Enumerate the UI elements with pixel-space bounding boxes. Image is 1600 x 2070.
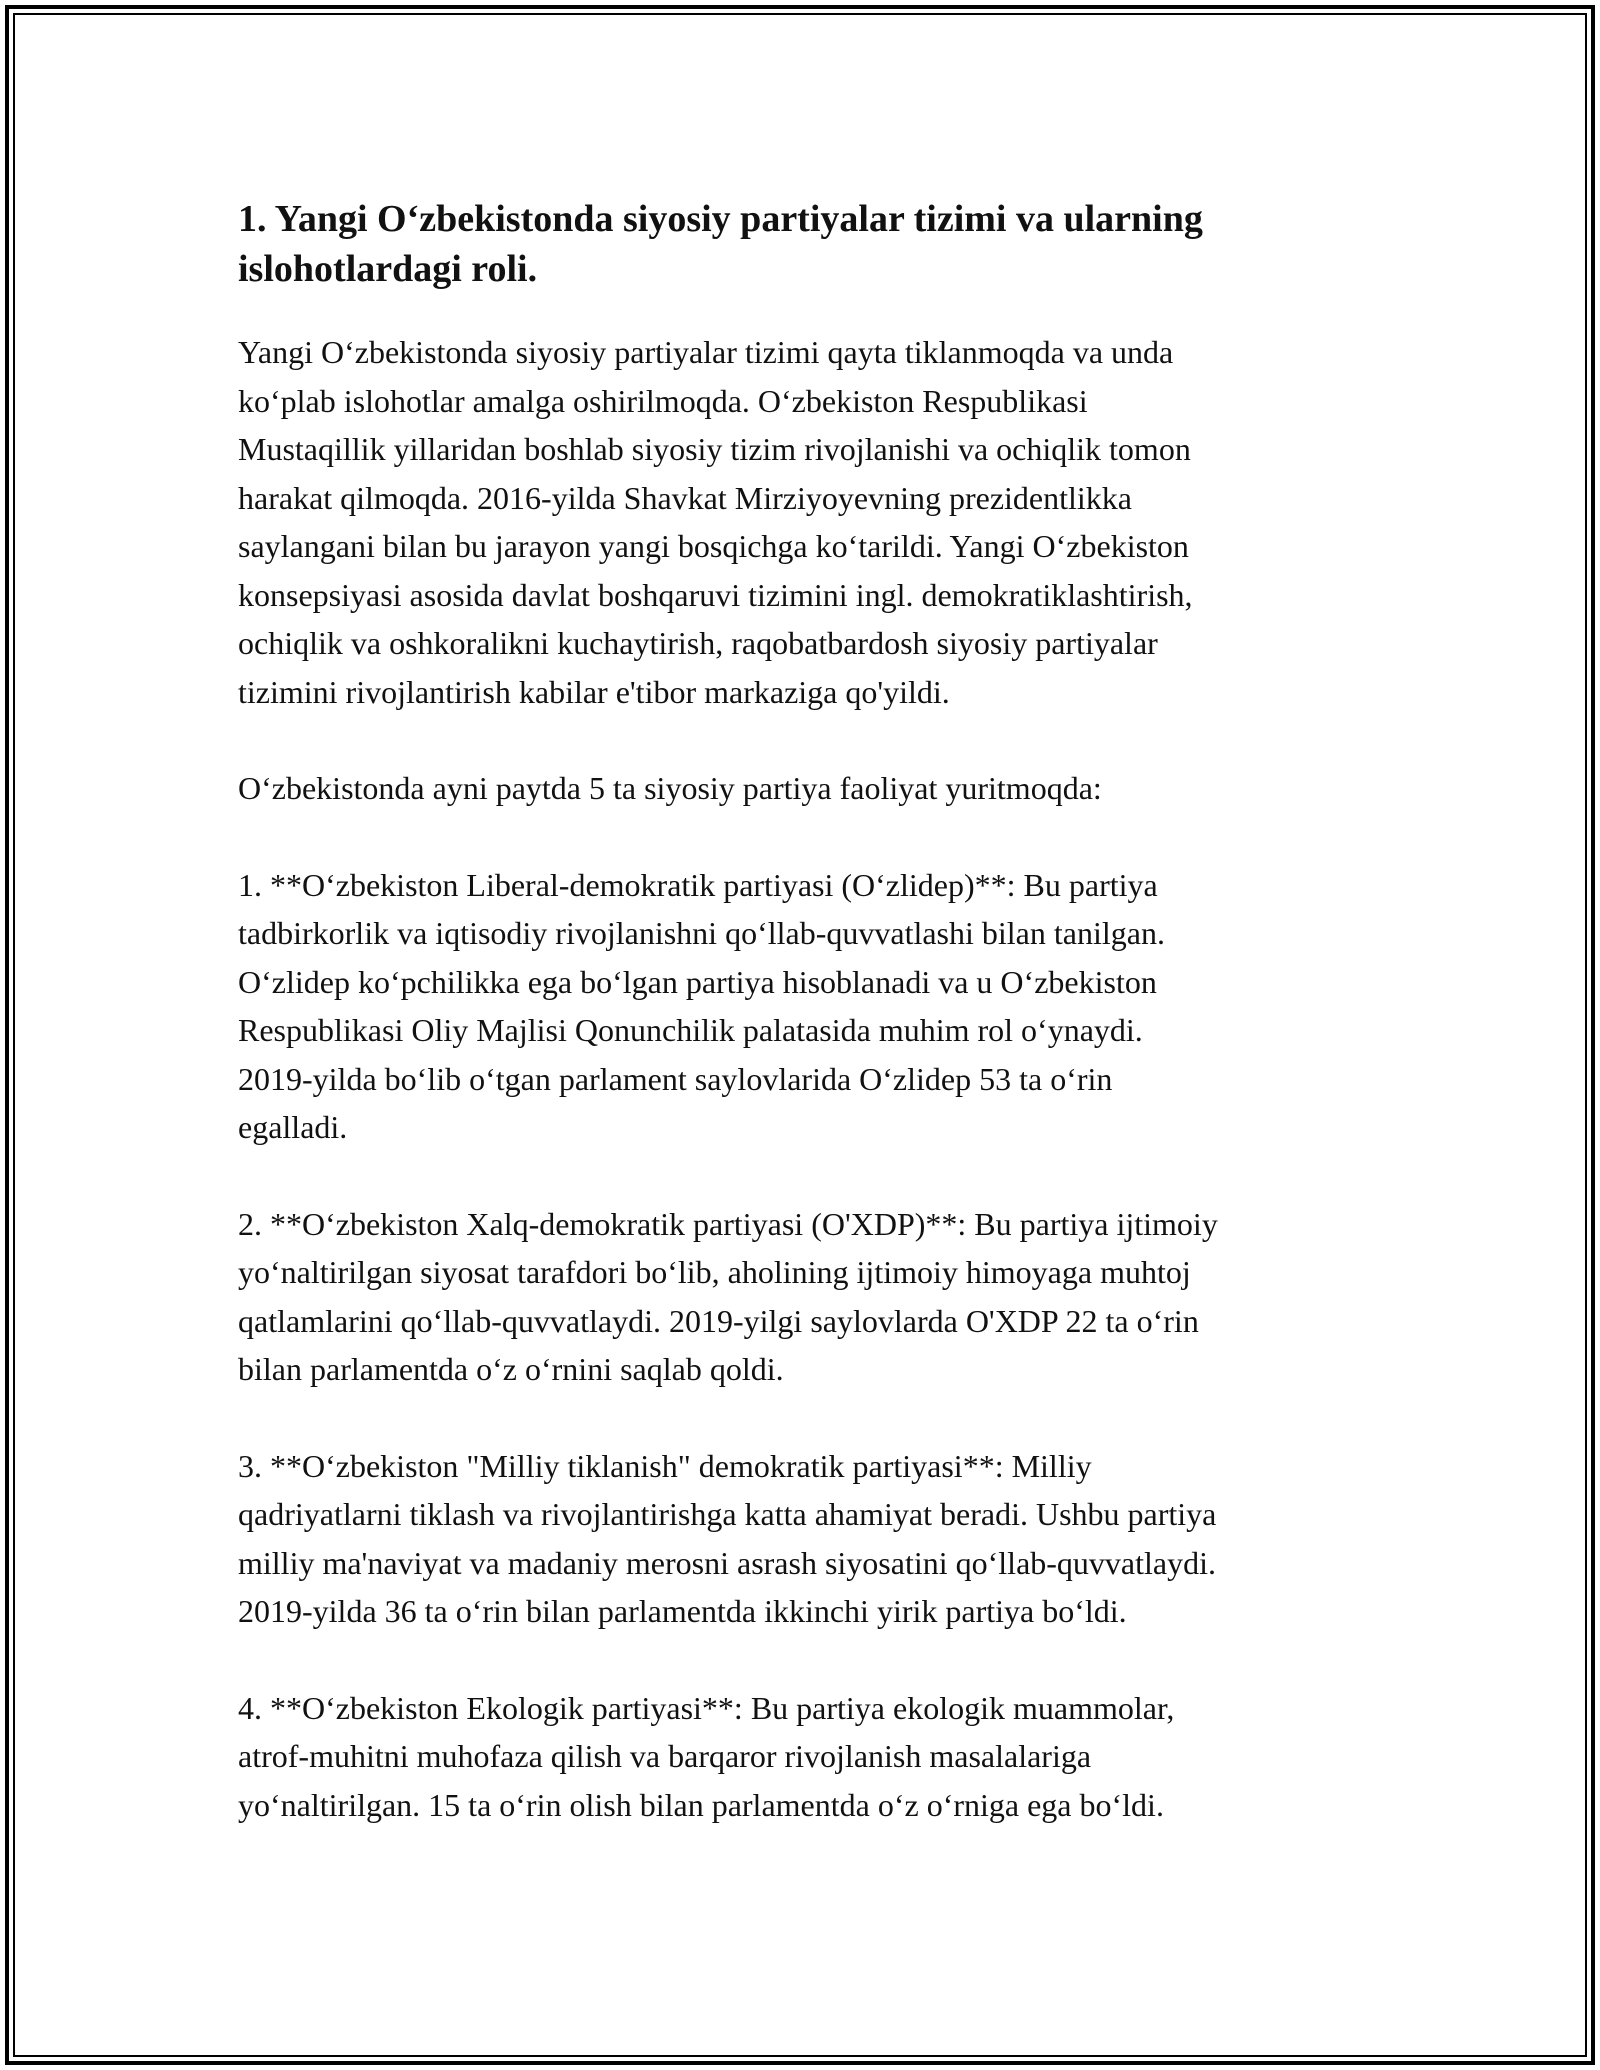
text-line: 1. **O‘zbekiston Liberal-demokratik partiyasi (O‘zlidep)**: Bu partiya bbox=[238, 866, 1158, 903]
title-line: islohotlardagi roli. bbox=[238, 248, 538, 290]
text-line: yo‘naltirilgan siyosat tarafdori bo‘lib, aholining ijtimoiy himoyaga muhtoj bbox=[238, 1254, 1191, 1290]
text-line: atrof-muhitni muhofaza qilish va barqaror rivojlanish masalalariga bbox=[238, 1738, 1092, 1774]
text-line: O‘zlidep ko‘pchilikka ega bo‘lgan partiya hisoblanadi va u O‘zbekiston bbox=[238, 963, 1157, 1000]
intro-paragraph bbox=[238, 328, 1383, 716]
party-1-paragraph bbox=[238, 861, 1383, 1152]
text-line: ochiqlik va oshkoralikni kuchaytirish, raqobatbardosh siyosiy partiyalar bbox=[238, 625, 1158, 661]
party-3-paragraph bbox=[238, 1442, 1383, 1636]
text-line: Respublikasi Oliy Majlisi Qonunchilik palatasida muhim rol o‘ynaydi. bbox=[238, 1012, 1143, 1048]
text-line: bilan parlamentda o‘z o‘rnini saqlab qoldi. bbox=[238, 1351, 784, 1387]
document-body bbox=[238, 194, 1383, 1877]
text-line: 2. **O‘zbekiston Xalq-demokratik partiyasi (O'XDP)**: Bu partiya ijtimoiy bbox=[238, 1205, 1218, 1242]
text-line: 2019-yilda bo‘lib o‘tgan parlament saylovlarida O‘zlidep 53 ta o‘rin bbox=[238, 1060, 1113, 1097]
text-line: saylangani bilan bu jarayon yangi bosqichga ko‘tarildi. Yangi O‘zbekiston bbox=[238, 528, 1189, 564]
text-line: tizimini rivojlantirish kabilar e'tibor markaziga qo'yildi. bbox=[238, 673, 950, 710]
text-line: milliy ma'naviyat va madaniy merosni asrash siyosatini qo‘llab-quvvatlaydi. bbox=[238, 1544, 1216, 1581]
text-line: egalladi. bbox=[238, 1109, 348, 1145]
text-line: 3. **O‘zbekiston "Milliy tiklanish" demokratik partiyasi**: Milliy bbox=[238, 1447, 1092, 1484]
page-frame bbox=[5, 5, 1595, 2065]
title-line: 1. Yangi O‘zbekistonda siyosiy partiyalar tizimi va ularning bbox=[238, 198, 1203, 240]
party-4-paragraph bbox=[238, 1684, 1383, 1830]
text-line: Yangi O‘zbekistonda siyosiy partiyalar tizimi qayta tiklanmoqda va unda bbox=[238, 334, 1174, 370]
text-line: yo‘naltirilgan. 15 ta o‘rin olish bilan parlamentda o‘z o‘rniga ega bo‘ldi. bbox=[238, 1786, 1164, 1823]
text-line: 4. **O‘zbekiston Ekologik partiyasi**: Bu partiya ekologik muammolar, bbox=[238, 1689, 1175, 1726]
lead-paragraph bbox=[238, 764, 1383, 813]
party-2-paragraph bbox=[238, 1200, 1383, 1394]
text-line: Mustaqillik yillaridan boshlab siyosiy tizim rivojlanishi va ochiqlik tomon bbox=[238, 431, 1191, 467]
text-line: ko‘plab islohotlar amalga oshirilmoqda. O‘zbekiston Respublikasi bbox=[238, 382, 1088, 419]
text-line: qadriyatlarni tiklash va rivojlantirishga katta ahamiyat beradi. Ushbu partiya bbox=[238, 1496, 1217, 1532]
text-line: tadbirkorlik va iqtisodiy rivojlanishni qo‘llab-quvvatlashi bilan tanilgan. bbox=[238, 915, 1165, 951]
text-line: konsepsiyasi asosida davlat boshqaruvi tizimini ingl. demokratiklashtirish, bbox=[238, 576, 1193, 613]
text-line: qatlamlarini qo‘llab-quvvatlaydi. 2019-yilgi saylovlarda O'XDP 22 ta o‘rin bbox=[238, 1302, 1199, 1339]
text-line: 2019-yilda 36 ta o‘rin bilan parlamentda ikkinchi yirik partiya bo‘ldi. bbox=[238, 1593, 1127, 1629]
text-line: O‘zbekistonda ayni paytda 5 ta siyosiy partiya faoliyat yuritmoqda: bbox=[238, 770, 1102, 806]
text-line: harakat qilmoqda. 2016-yilda Shavkat Mirziyoyevning prezidentlikka bbox=[238, 479, 1132, 516]
section-title bbox=[238, 194, 1383, 294]
